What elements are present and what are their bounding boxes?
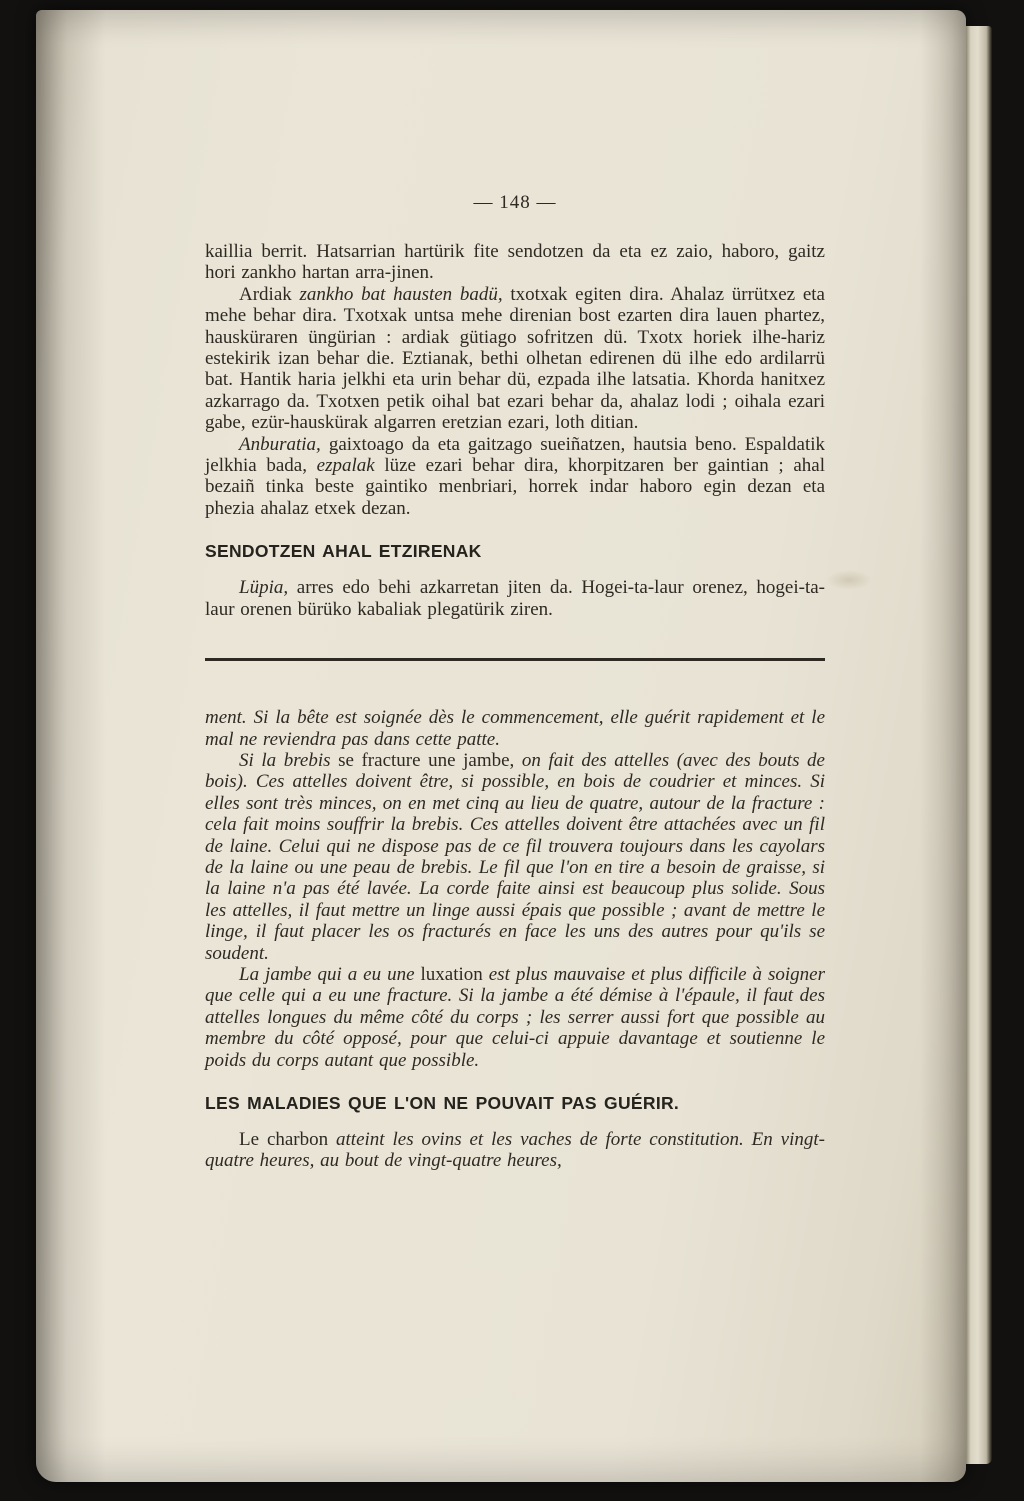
text-run: lüze ezari behar dira, khorpitzaren ber gaintian ; ahal bezaiñ tinka beste gaintiko menbriari, horrek indar haboro egin dezan eta phezia ahalaz etxek dezan. <box>205 455 825 519</box>
text-run: ment. Si la bête est soignée dès le commencement, elle guérit rapidement et le mal ne reviendra pas dans cette patte. <box>205 707 825 750</box>
paragraph <box>205 1129 825 1172</box>
text-run: on fait des attelles (avec des bouts de bois). Ces attelles doivent être, si possible, en bois de coudrier et minces. Si elles sont très minces, on en met cinq au lieu de quatre, autour de la fracture : cela fait moins souffrir la brebis. Ces attelles doivent être attachées avec un fil de laine. Celui qui ne dispose pas de ce fil trouvera toujours dans les cayolars de la laine ou une peau de brebis. Le fil que l'on en tire a besoin de graisse, si la laine n'a pas été lavée. La corde faite ainsi est beaucoup plus solide. Sous les attelles, il faut mettre un linge aussi épais que possible ; avant de mettre le linge, il faut placer les os fracturés en face les uns des autres pour qu'ils se soudent. <box>205 749 825 964</box>
page-curl-shadow <box>920 10 966 1482</box>
section-heading: LES MALADIES QUE L'ON NE POUVAIT PAS GUÉRIR. <box>205 1093 680 1113</box>
text-run: arres edo behi azkarretan jiten da. Hogei-ta-laur orenez, hogei-ta-laur orenen bürüko kabaliak plegatürik ziren. <box>205 577 825 620</box>
book-page <box>36 10 966 1482</box>
paragraph <box>205 284 825 434</box>
page-number: — 148 — <box>473 192 557 213</box>
text-run: txotxak egiten dira. Ahalaz ürrütxez eta mehe behar dira. Txotxak untsa mehe direnian bost ezarten dira lauen phartez, hausküraren üngürian : ardiak gütiago sofritzen dü. Txotx horiek ilhe-hariz estekirik izan behar die. Eztianak, bethi olhetan edirenen dü ilhe edo ardilarrü bat. Hantik haria jelkhi eta urin behar dü, ezpada ilhe latsatia. Khorda hanitxez azkarrago da. Txotxen petik oihal bat ezari behar da, ahalaz lodi ; oihala ezari gabe, ezür-hauskürak algarren eretzian ezari, loth ditian. <box>205 283 825 434</box>
paragraph <box>205 707 825 750</box>
text-run: kaillia berrit. Hatsarrian hartürik fite sendotzen da eta ez zaio, haboro, gaitz hori zankho hartan arra-jinen. <box>205 241 825 284</box>
text-run: Anburatia, <box>239 433 321 455</box>
text-run: Le charbon <box>239 1129 337 1150</box>
text-run: Si la brebis <box>239 749 339 771</box>
paragraph <box>205 750 825 964</box>
text-run: se fracture une jambe, <box>338 749 515 771</box>
text-run: gaixtoago da eta gaitzago sueiñatzen, hautsia beno. Espaldatik jelkhia bada, <box>205 433 825 477</box>
divider-rule <box>205 658 825 661</box>
text-run: luxation <box>420 963 483 985</box>
paragraph <box>205 434 825 520</box>
page-text <box>205 10 825 1172</box>
page-text-blocks <box>205 241 825 1172</box>
text-run: atteint les ovins et les vaches de forte constitution. En vingt-quatre heures, au bout de vingt-quatre heures, <box>205 1129 825 1172</box>
paragraph <box>205 577 825 620</box>
next-page-edge <box>966 26 992 1464</box>
text-run: zankho bat hausten badü, <box>299 283 503 305</box>
text-run: La jambe qui a eu une <box>239 963 421 985</box>
text-run: Ardiak <box>239 283 300 305</box>
paragraph <box>205 241 825 284</box>
gutter-shadow <box>36 10 106 1482</box>
text-run: est plus mauvaise et plus difficile à soigner que celle qui a eu une fracture. Si la jambe a été démise à l'épaule, il faut des attelles longues du même côté du corps ; les serrer aussi fort que possible au membre du côté opposé, pour que celui-ci appuie davantage et soutienne le poids du corps autant que possible. <box>205 963 825 1071</box>
paper-stain <box>826 570 872 590</box>
text-run: Lüpia, <box>239 577 289 599</box>
text-run: ezpalak <box>316 455 375 477</box>
section-heading: SENDOTZEN AHAL ETZIRENAK <box>205 541 482 562</box>
paragraph <box>205 964 825 1071</box>
